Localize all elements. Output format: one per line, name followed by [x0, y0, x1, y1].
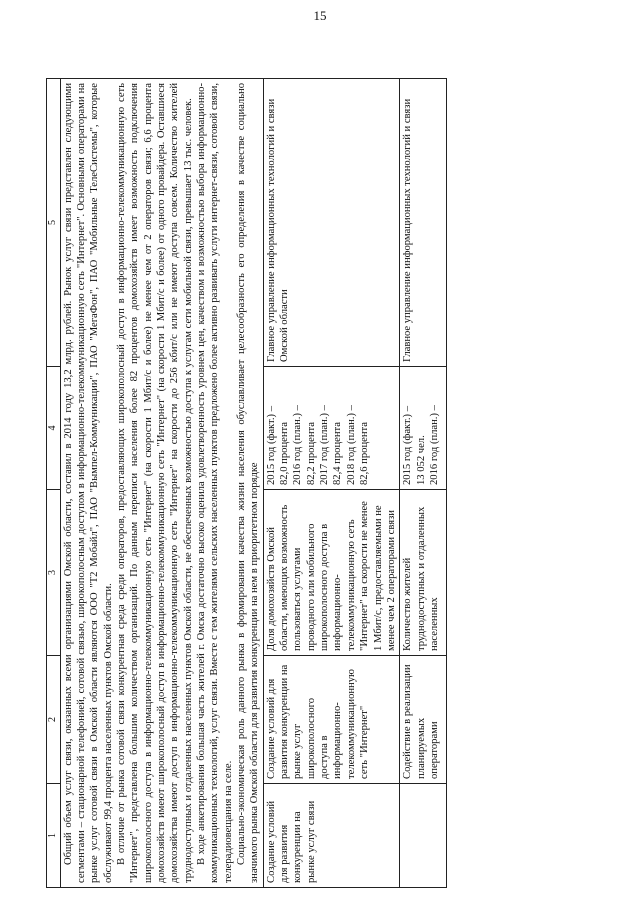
page-number: 15: [313, 8, 327, 23]
market-description-row: [60, 79, 263, 888]
values-cell: [263, 367, 399, 490]
value-line: 82,2 процента: [305, 422, 317, 485]
column-number: 1: [47, 784, 61, 888]
paragraph: В ходе анкетирования большая часть жителей г. Омска достаточно высоко оценила удовлетворенность уровнем цен, качеством и возможностью выбора информационно-коммуникационных технологий, услуг связи. Вместе с тем жителями сельских населенных пунктов предложено более активно развивать услуги интернет-связи, сотовой связи, телерадиовещания на селе.: [196, 83, 234, 883]
value-line: 2017 год (план.) –: [319, 405, 331, 485]
table-row: [400, 79, 447, 888]
paragraph: Социально-экономическая роль данного рынка в формировании качества жизни населения обуславливает целесообразность его определения в качестве социально значимого рынка Омской области для развития конкуренции на нем в приоритетном порядке: [236, 83, 261, 883]
rotated-table-page: [46, 78, 602, 888]
market-description: [60, 79, 263, 888]
value-line: 2015 год (факт.) –: [402, 405, 414, 485]
value-line: 82,0 процента: [279, 422, 291, 485]
competition-measures-table: [46, 78, 447, 888]
responsible-cell: Главное управление информационных технологий и связи: [400, 79, 447, 367]
measure-cell: Содействие в реализации планируемых операторами: [400, 656, 447, 784]
measure-cell: Создание условий для развития конкуренции на рынке услуг широкополосного доступа в информационно-телекоммуникационную сеть "Интернет": [263, 656, 399, 784]
value-line: 2015 год (факт.) –: [265, 405, 277, 485]
paragraph: Общий объем услуг связи, оказанных всеми организациями Омской области, составил в 2014 году 13,2 млрд. рублей. Рынок услуг связи представлен следующими сегментами – стационарной телефонией, сотовой связью, широкополосным доступом в информационно-телекоммуникационную сеть "Интернет". Основными операторами на рынке услуг сотовой связи в Омской области являются ООО "Т2 Мобайл", ПАО "Вымпел-Коммуникации", ПАО "МегаФон", ПАО "Мобильные ТелеСистемы", которые обслуживают 99,4 процента населенных пунктов Омской области.: [62, 83, 114, 883]
column-number: 3: [47, 490, 61, 656]
value-line: 2018 год (план.) –: [345, 405, 357, 485]
market-name-cell: [400, 784, 447, 888]
column-number: 4: [47, 367, 61, 490]
column-number: 2: [47, 656, 61, 784]
table-row: [263, 79, 399, 888]
column-number-row: [47, 79, 61, 888]
value-line: 82,6 процента: [359, 422, 371, 485]
indicator-cell: Доля домохозяйств Омской области, имеющих возможность пользоваться услугами проводного или мобильного широкополосного доступа в информационно-телекоммуникационную сеть "Интернет" на скорости не менее 1 Мбит/с, предоставляемыми не менее чем 2 операторами связи: [263, 490, 399, 656]
values-cell: [400, 367, 447, 490]
value-line: 13 052 чел.: [415, 435, 427, 485]
indicator-cell: Количество жителей труднодоступных и отдаленных населенных: [400, 490, 447, 656]
value-line: 82,4 процента: [332, 422, 344, 485]
column-number: 5: [47, 79, 61, 367]
responsible-cell: Главное управление информационных технологий и связи Омской области: [263, 79, 399, 367]
value-line: 2016 год (план.) –: [428, 405, 440, 485]
paragraph: В отличие от рынка сотовой связи конкурентная среда среди операторов, предоставляющих широкополосный доступ в информационно-телекоммуникационную сеть "Интернет", представлена большим количеством организаций. По данным переписи населения более 82 процентов домохозяйств имеет возможность подключения широкополосного доступа в информационно-телекоммуникационную сеть "Интернет" (на скорости 1 Мбит/с и более) не менее чем от 2 операторов связи; 6,6 процента домохозяйств имеют широкополосный доступ в информационно-телекоммуникационную сеть "Интернет" (на скорости 1 Мбит/с и более) от одного провайдера. Оставшиеся домохозяйства имеют доступ в информационно-телекоммуникационную сеть "Интернет" на скорости до 256 кбит/с или не имеют доступа совсем. Количество жителей труднодоступных и отдаленных населенных пунктов Омской области, не обеспеченных возможностью доступа к услугам сети мобильной связи, превышает 13 тыс. человек.: [115, 83, 194, 883]
value-line: 2016 год (план.) –: [292, 405, 304, 485]
market-name-cell: Создание условий для развития конкуренции на рынке услуг связи: [263, 784, 399, 888]
